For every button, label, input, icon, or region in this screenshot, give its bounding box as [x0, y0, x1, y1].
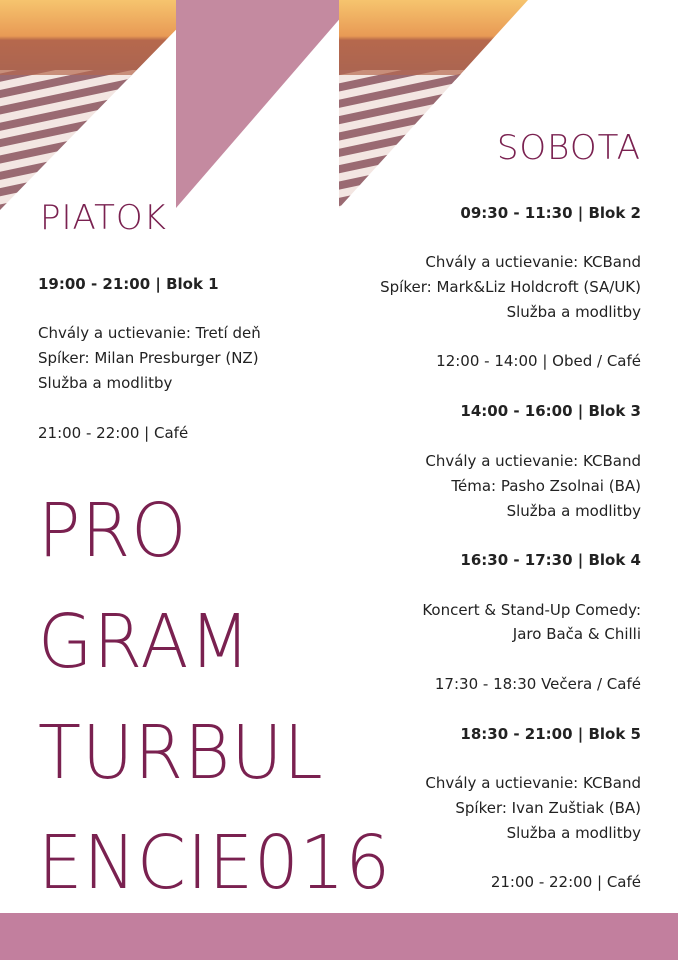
- bottom-bar: [0, 913, 678, 960]
- saturday-b5-worship: Chvály a uctievanie: KCBand: [425, 774, 641, 792]
- saturday-b3-worship: Chvály a uctievanie: KCBand: [425, 452, 641, 470]
- saturday-b2-worship: Chvály a uctievanie: KCBand: [425, 253, 641, 271]
- pink-triangle: [176, 0, 356, 208]
- friday-cafe: 21:00 - 22:00 | Café: [38, 424, 189, 442]
- saturday-b2-ministry: Služba a modlitby: [506, 303, 641, 321]
- saturday-block3-time: 14:00 - 16:00 | Blok 3: [460, 402, 641, 420]
- saturday-b2-speaker: Spíker: Mark&Liz Holdcroft (SA/UK): [380, 278, 641, 296]
- saturday-block4-time: 16:30 - 17:30 | Blok 4: [460, 551, 641, 569]
- headline-line2: GRAM: [38, 599, 252, 685]
- friday-block1-time: 19:00 - 21:00 | Blok 1: [38, 275, 219, 293]
- friday-worship: Chvály a uctievanie: Tretí deň: [38, 324, 261, 342]
- headline-line1: PRO: [38, 488, 188, 574]
- right-photo-triangle: [339, 0, 539, 220]
- saturday-title: SOBOTA: [496, 128, 641, 168]
- saturday-block2-time: 09:30 - 11:30 | Blok 2: [460, 204, 641, 222]
- saturday-b4-line2: Jaro Bača & Chilli: [512, 625, 641, 643]
- headline-line3: TURBUL: [38, 710, 324, 796]
- saturday-b5-ministry: Služba a modlitby: [506, 824, 641, 842]
- headline-line4: ENCIE016: [38, 820, 392, 906]
- saturday-dinner: 17:30 - 18:30 Večera / Café: [434, 675, 641, 693]
- friday-speaker: Spíker: Milan Presburger (NZ): [38, 349, 259, 367]
- saturday-cafe: 21:00 - 22:00 | Café: [490, 873, 641, 891]
- saturday-b5-speaker: Spíker: Ivan Zuštiak (BA): [455, 799, 641, 817]
- friday-title: PIATOK: [40, 198, 167, 238]
- saturday-lunch: 12:00 - 14:00 | Obed / Café: [436, 352, 641, 370]
- friday-ministry: Služba a modlitby: [38, 374, 173, 392]
- saturday-block5-time: 18:30 - 21:00 | Blok 5: [460, 725, 641, 743]
- saturday-b3-ministry: Služba a modlitby: [506, 502, 641, 520]
- saturday-b4-line1: Koncert & Stand-Up Comedy:: [422, 601, 641, 619]
- saturday-b3-theme: Téma: Pasho Zsolnai (BA): [451, 477, 641, 495]
